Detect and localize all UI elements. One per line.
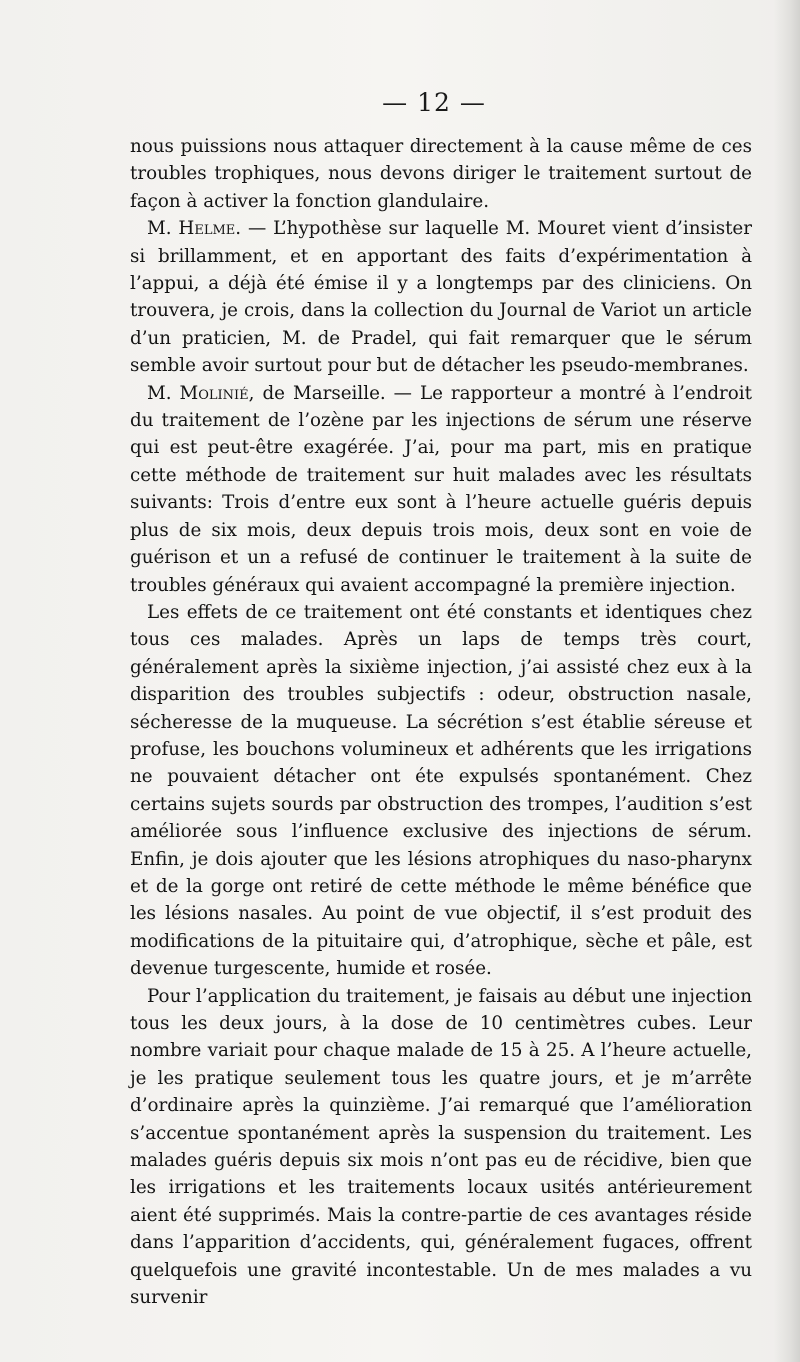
page-number: — 12 — [382, 88, 486, 117]
page-gutter-shadow [774, 0, 800, 1362]
speaker-name-helme: Helme [178, 218, 236, 240]
paragraph-5 [130, 983, 752, 1312]
paragraph-4-text: Les effets de ce traitement ont été constants et identiques chez tous ces malades. Après un laps de temps très court, généralement après la sixième injection, j’ai assisté chez eux à la disparition des troubles subjectifs : odeur, obstruction nasale, sécheresse de la muqueuse. La sécrétion s’est établie séreuse et profuse, les bouchons volumineux et adhérents que les irrigations ne pouvaient détacher ont éte expulsés spontanément. Chez certains sujets sourds par obstruction des trompes, l’audition s’est améliorée sous l’influence exclusive des injections de sérum. Enfin, je dois ajouter que les lésions atrophiques du naso-pharynx et de la gorge ont retiré de cette méthode le même bénéfice que les lésions nasales. Au point de vue objectif, il s’est produit des modifications de la pituitaire qui, d’atrophique, sèche et pâle, est devenue turgescente, humide et rosée. [130, 601, 752, 980]
paragraph-4 [130, 599, 752, 983]
paragraph-2 [130, 215, 752, 379]
paragraph-1-text: nous puissions nous attaquer directement à la cause même de ces troubles trophiques, nous devons diriger le traitement surtout de façon à activer la fonction glandulaire. [130, 136, 752, 212]
paragraph-2-text: . — L’hypothèse sur laquelle M. Mouret vient d’insister si brillamment, et en apportant des faits d’expérimentation à l’appui, a déjà été émise il y a longtemps par des cliniciens. On trouvera, je crois, dans la collection du Journal de Variot un article d’un praticien, M. de Pradel, qui fait remarquer que le sérum semble avoir surtout pour but de détacher les pseudo-membranes. [130, 218, 752, 377]
body-text [130, 133, 752, 1311]
speaker-prefix: M. [147, 382, 180, 404]
paragraph-3 [130, 380, 752, 599]
paragraph-3-text: , de Marseille. — Le rapporteur a montré à l’endroit du traitement de l’ozène par les injections de sérum une réserve qui est peut-être exagérée. J’ai, pour ma part, mis en pratique cette méthode de traitement sur huit malades avec les résultats suivants: Trois d’entre eux sont à l’heure actuelle guéris depuis plus de six mois, deux depuis trois mois, deux sont en voie de guérison et un a refusé de continuer le traitement à la suite de troubles généraux qui avaient accompagné la première injection. [130, 382, 752, 596]
paragraph-1 [130, 133, 752, 215]
speaker-name-molinie: Molinié [179, 382, 249, 404]
paragraph-5-text: Pour l’application du traitement, je faisais au début une injection tous les deux jours, à la dose de 10 centimètres cubes. Leur nombre variait pour chaque malade de 15 à 25. A l’heure actuelle, je les pratique seulement tous les quatre jours, et je m’arrête d’ordinaire après la quinzième. J’ai remarqué que l’amélioration s’accentue spontanément après la suspension du traitement. Les malades guéris depuis six mois n’ont pas eu de récidive, bien que les irrigations et les traitements locaux usités antérieurement aient été supprimés. Mais la contre-partie de ces avantages réside dans l’apparition d’accidents, qui, généralement fugaces, offrent quelquefois une gravité incontestable. Un de mes malades a vu survenir [130, 985, 752, 1309]
speaker-prefix: M. [147, 218, 179, 240]
